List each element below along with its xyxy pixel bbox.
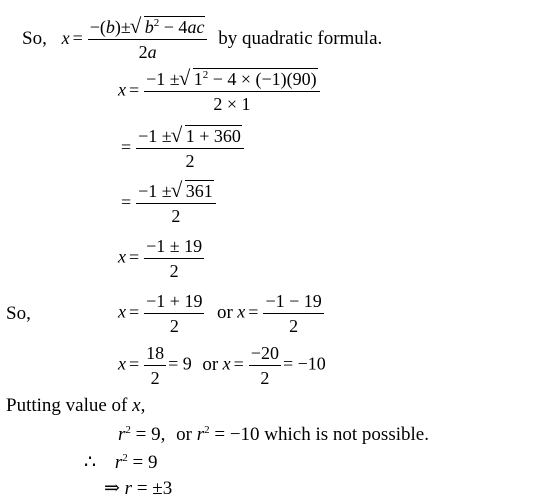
substitution-numerator: −1 ±√ $1^2 - 4 \times (-1)(90)$ xyxy=(144,68,319,92)
simplify-fraction xyxy=(136,125,244,172)
equals: = xyxy=(233,353,244,374)
exponent: 2 xyxy=(122,452,128,464)
var-x: x xyxy=(132,395,141,416)
implies-symbol: ⇒ xyxy=(104,478,120,499)
var-r: r xyxy=(118,424,126,445)
intro-so: So, xyxy=(22,27,47,49)
root-361-fraction xyxy=(136,180,216,227)
exponent: 2 xyxy=(204,424,210,436)
equals: = xyxy=(121,136,132,157)
substitution-line xyxy=(118,68,322,115)
case-plus-fraction xyxy=(144,290,204,337)
solution-one-denominator: 2 xyxy=(150,368,160,388)
substitution-denominator: 2 × 1 xyxy=(213,94,251,114)
pm-19-fraction xyxy=(144,235,204,282)
therefore-symbol: ∴ xyxy=(84,452,97,473)
simplify-line xyxy=(118,125,246,172)
var-x: x xyxy=(237,301,246,322)
r-squared-final: = 9 xyxy=(127,452,158,473)
var-x: x xyxy=(118,79,126,100)
var-x: x xyxy=(118,353,126,374)
var-x: x xyxy=(61,27,70,48)
var-x: x xyxy=(118,301,126,322)
solutions-line xyxy=(118,342,326,389)
quadratic-formula-line xyxy=(22,16,382,63)
root-361-line xyxy=(118,180,218,227)
equals: = xyxy=(129,246,140,267)
equals: = xyxy=(248,301,259,322)
intro-so-2: So, xyxy=(6,303,31,324)
simplify-denominator: 2 xyxy=(185,151,195,171)
final-answer: = ±3 xyxy=(132,478,173,499)
two-cases-line xyxy=(118,290,326,337)
simplify-numerator: −1 ±√ 1 + 360 xyxy=(136,125,244,149)
formula-note: by quadratic formula. xyxy=(218,27,383,49)
formula-denominator: 2a xyxy=(138,42,157,62)
var-r: r xyxy=(196,424,205,445)
solution-two-fraction xyxy=(249,342,281,389)
quadratic-formula-fraction xyxy=(88,16,208,63)
case-minus-fraction xyxy=(263,290,323,337)
equals: = xyxy=(121,191,132,212)
var-r: r xyxy=(114,452,123,473)
pm-19-line xyxy=(118,235,206,282)
putting-value-text: Putting value of xyxy=(6,395,128,416)
root-361-numerator: −1 ±√ 361 xyxy=(136,180,216,204)
or-text: or xyxy=(176,424,192,445)
var-x: x xyxy=(118,246,126,267)
case-plus-numerator: −1 + 19 xyxy=(144,290,204,314)
solution-one-numerator: 18 xyxy=(144,342,166,366)
r-squared-negative: = −10 xyxy=(209,424,260,445)
var-x: x xyxy=(222,353,231,374)
comma: , xyxy=(140,395,146,416)
therefore-line xyxy=(84,452,157,474)
equals: = xyxy=(129,79,140,100)
formula-numerator: −(b)±√ $b^2 - 4ac$ xyxy=(88,16,208,40)
solution-two-denominator: 2 xyxy=(260,368,270,388)
solution-two-numerator: −20 xyxy=(249,342,281,366)
pm-19-numerator: −1 ± 19 xyxy=(144,235,204,259)
putting-value-line xyxy=(6,395,145,417)
r-squared-value: = 9, xyxy=(130,424,166,445)
equals: = xyxy=(129,301,140,322)
or-text: or xyxy=(216,301,233,323)
or-text: or xyxy=(202,353,219,375)
final-answer-line xyxy=(104,478,172,500)
root-361-denominator: 2 xyxy=(171,206,181,226)
substitution-fraction xyxy=(144,68,319,115)
pm-19-denominator: 2 xyxy=(169,261,179,281)
solution-one-result: = 9 xyxy=(168,353,192,374)
case-minus-denominator: 2 xyxy=(289,316,299,336)
equals: = xyxy=(129,353,140,374)
solution-one-fraction xyxy=(144,342,166,389)
var-r: r xyxy=(124,478,133,499)
equals: = xyxy=(72,27,83,48)
not-possible-note: which is not possible. xyxy=(264,424,429,445)
exponent: 2 xyxy=(125,424,131,436)
case-plus-denominator: 2 xyxy=(169,316,179,336)
r-squared-line xyxy=(118,424,429,446)
solution-two-result: = −10 xyxy=(282,353,326,374)
case-minus-numerator: −1 − 19 xyxy=(263,290,323,314)
